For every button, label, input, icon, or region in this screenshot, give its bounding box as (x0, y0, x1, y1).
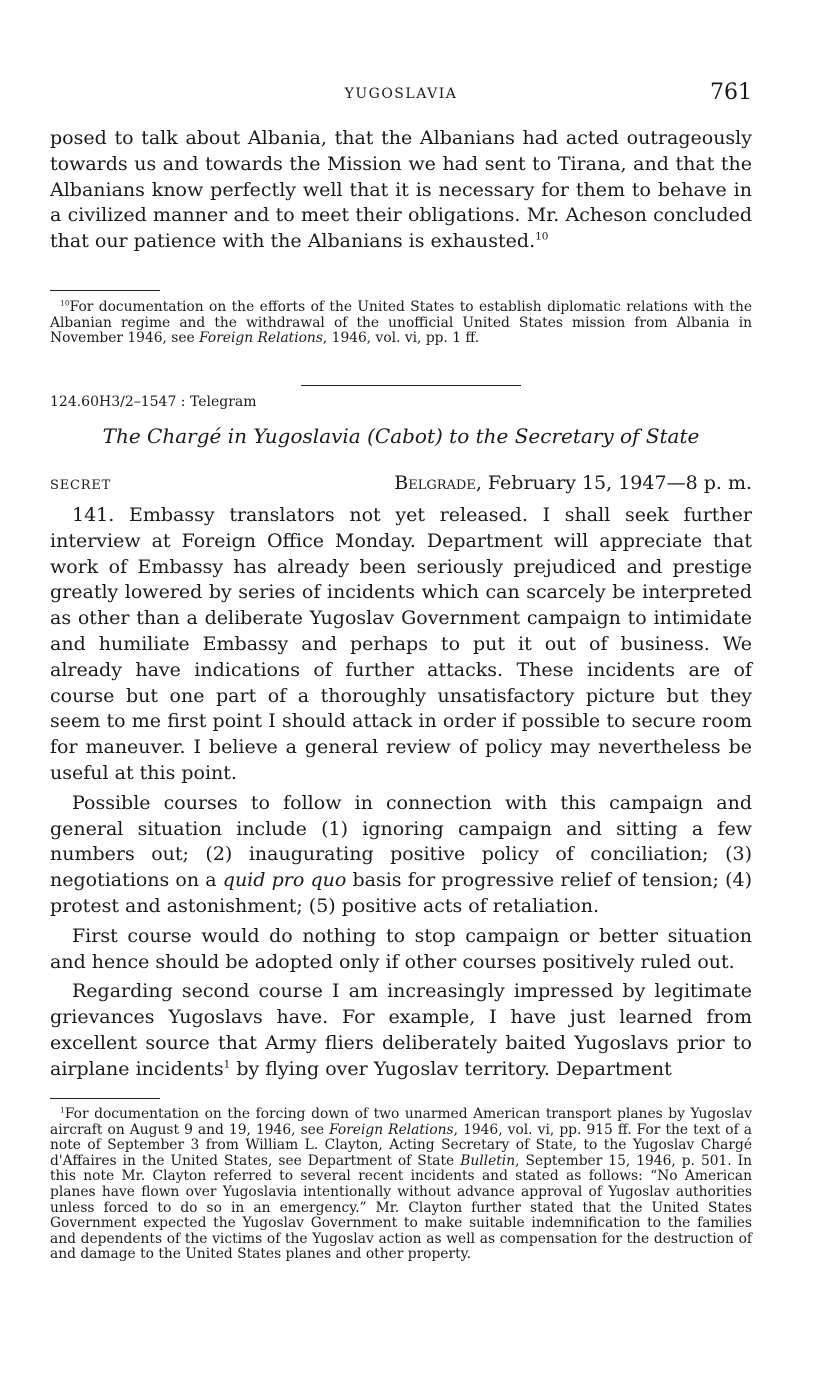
section-separator (301, 385, 521, 386)
footnote-text: For documentation on the efforts of the United States to establish diplomatic relations with the Albanian regime and the withdrawal of the unofficial United States mission from Albania in November 1946, see (50, 299, 752, 347)
classification-label: SECRET (50, 478, 112, 493)
dateline (50, 472, 752, 500)
file-number: 124.60H3/2–1547 : Telegram (50, 394, 257, 410)
paragraph-text: by flying over Yugoslav territory. Department (230, 1057, 672, 1080)
paragraph-text: Regarding second course I am increasingly impressed by legitimate grievances Yugoslavs have. For example, I have just learned from excellent source that Army fliers deliberately baited Yugoslavs prior to airplane incidents (50, 980, 752, 1080)
footnote-reference[interactable]: 1 (223, 1058, 231, 1071)
footnote-marker: 10 (60, 298, 70, 308)
paragraph-3: First course would do nothing to stop campaign or better situation and hence should be adopted only if other courses positively ruled out. (50, 924, 752, 973)
footnote-citation: Foreign Relations (199, 330, 323, 347)
footnote-text: , September 15, 1946, p. 501. In this note Mr. Clayton referred to several recent incidents and stated as follows: “No American planes have flown over Yugoslavia intentionally without advance approval of Yugoslav authorities unless forced to do so in an emergency.” Mr. Clayton further stated that the United States Government expected the Yugoslav Government to make suitable indemnification to the families and dependents of the victims of the Yugoslav action as well as compensation for the destruction of and damage to the United States planes and other property. (50, 1152, 752, 1263)
document-title: The Chargé in Yugoslavia (Cabot) to the Secretary of State (102, 424, 700, 448)
latin-phrase: quid pro quo (222, 869, 347, 892)
footnote-text: , 1946, vol. vi, pp. 915 ff. For the text of a note of September 3 from William L. Clayton, Acting Secretary of State, to the Yugoslav Chargé d'Affaires in the United States, see Department of State (50, 1121, 752, 1169)
footnote-rule (50, 290, 160, 291)
running-title: YUGOSLAVIA (344, 86, 458, 102)
footnote-text: , 1946, vol. vi, pp. 1 ff. (322, 330, 480, 347)
continuation-text: posed to talk about Albania, that the Albanians had acted outrageously towards us and towards the Mission we had sent to Tirana, and that the Albanians know perfectly well that it is necessary for them to behave in a civilized manner and to meet their obligations. Mr. Acheson concluded that our patience with the Albanians is exhausted. (50, 127, 752, 253)
footnote-1 (50, 1107, 752, 1263)
footnote-marker: 1 (60, 1105, 65, 1115)
date: , February 15, 1947—8 p. m. (475, 472, 752, 494)
footnote-citation: Foreign Relations (329, 1121, 454, 1138)
footnote-10 (50, 300, 752, 347)
footnote-citation: Bulletin (460, 1152, 516, 1169)
place-name: Belgrade (394, 472, 476, 494)
page-number: 761 (710, 80, 752, 105)
paragraph-4 (50, 979, 752, 1082)
paragraph-1: 141. Embassy translators not yet released. I shall seek further interview at Foreign Office Monday. Department will appreciate that work of Embassy has already been seriously prejudiced and prestige greatly lowered by series of incidents which can scarcely be interpreted as other than a deliberate Yugoslav Government campaign to intimidate and humiliate Embassy and perhaps to put it out of business. We already have indications of further attacks. These incidents are of course but one part of a thoroughly unsatisfactory picture but they seem to me first point I should attack in order if possible to secure room for maneuver. I believe a general review of policy may nevertheless be useful at this point. (50, 504, 752, 784)
paragraph-text: Possible courses to follow in connection with this campaign and general situation include (1) ignoring campaign and sitting a few numbers out; (2) inaugurating positive policy of conciliation; (3) negotiations on a (50, 791, 752, 892)
footnote-text: For documentation on the forcing down of two unarmed American transport planes by Yugoslav aircraft on August 9 and 19, 1946, see (50, 1106, 752, 1138)
paragraph-2 (50, 791, 752, 920)
continuation-paragraph (50, 126, 752, 255)
footnote-reference[interactable]: 10 (535, 230, 549, 243)
running-head (50, 80, 752, 110)
telegram-body (50, 503, 752, 1087)
date-line (394, 472, 752, 494)
footnote-rule (50, 1098, 160, 1099)
paragraph-text: basis for progressive relief of tension; (4) protest and astonishment; (5) positive acts of retaliation. (50, 869, 752, 917)
